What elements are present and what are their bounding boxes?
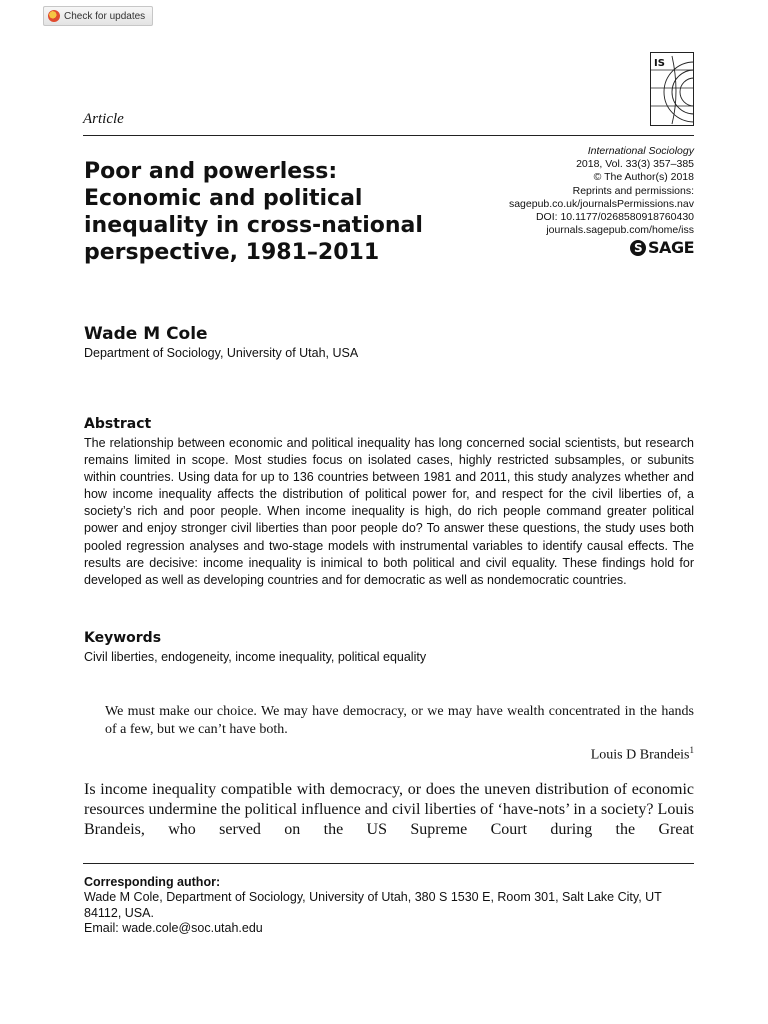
sage-icon: S [630, 240, 646, 256]
title-line: inequality in cross-national [84, 213, 423, 238]
corresponding-author-email[interactable]: Email: wade.cole@soc.utah.edu [84, 921, 263, 935]
title-line: perspective, 1981–2011 [84, 240, 380, 265]
body-paragraph: Is income inequality compatible with democracy, or does the uneven distribution of economic resources undermine the political influence and civil liberties of ‘have-nots’ in a society? Louis Brandeis, who served on the US Supreme Court during the Great [84, 781, 694, 839]
article-type-label: Article [83, 111, 124, 127]
check-for-updates-button[interactable] [43, 6, 153, 26]
corresponding-author-address: Wade M Cole, Department of Sociology, University of Utah, 380 S 1530 E, Room 301, Salt Lake City, UT 84112, USA. [84, 890, 662, 920]
header-divider [83, 135, 694, 136]
publisher-name: SAGE [648, 238, 694, 257]
footer-divider [83, 863, 694, 864]
journal-volume: 2018, Vol. 33(3) 357–385 [576, 158, 694, 171]
footnote-marker[interactable]: 1 [689, 745, 694, 755]
corresponding-author-heading: Corresponding author: [84, 875, 221, 889]
abstract-heading: Abstract [84, 416, 152, 432]
keywords-heading: Keywords [84, 630, 162, 646]
epigraph-attribution [591, 745, 694, 764]
author-name: Wade M Cole [84, 324, 208, 344]
title-line: Economic and political [84, 186, 363, 211]
author-affiliation: Department of Sociology, University of Utah, USA [84, 346, 359, 360]
permissions-link[interactable]: sagepub.co.uk/journalsPermissions.nav [508, 197, 694, 210]
title-line: Poor and powerless: [84, 159, 338, 184]
crossmark-icon [48, 10, 60, 22]
journal-home-link[interactable]: journals.sagepub.com/home/iss [546, 224, 694, 237]
publisher-logo [630, 238, 694, 257]
keywords-list: Civil liberties, endogeneity, income inequality, political equality [84, 650, 427, 664]
journal-name: International Sociology [587, 145, 694, 157]
reprints-label: Reprints and permissions: [572, 184, 694, 197]
epigraph-quote: We must make our choice. We may have democracy, or we may have wealth concentrated in the hands of a few, but we can’t have both. [105, 704, 694, 737]
copyright-notice: © The Author(s) 2018 [593, 171, 694, 184]
journal-logo [650, 52, 694, 126]
article-title [84, 158, 484, 266]
doi-link[interactable]: DOI: 10.1177/0268580918760430 [535, 211, 694, 224]
check-for-updates-label: Check for updates [64, 10, 146, 22]
journal-metadata [434, 145, 694, 237]
abstract-text: The relationship between economic and political inequality has long concerned social scientists, but research remains limited in scope. Most studies focus on isolated cases, highly restricted subsamples, or subunits within countries. Using data for up to 136 countries between 1981 and 2011, this study analyzes whether and how income inequality affects the distribution of political power for, and respect for the civil liberties of, a society’s rich and poor people. When income inequality is high, do rich people command greater political power and enjoy stronger civil liberties than poor people do? To answer these questions, the study uses both pooled regression analyses and two-stage models with instrumental variables to identify causal effects. The results are decisive: income inequality is inimical to both political and civil equality. These findings hold for developed as well as developing countries and for democratic as well as nondemocratic countries. [84, 436, 694, 587]
journal-logo-text: IS [654, 58, 665, 69]
epigraph-author: Louis D Brandeis [590, 747, 690, 763]
